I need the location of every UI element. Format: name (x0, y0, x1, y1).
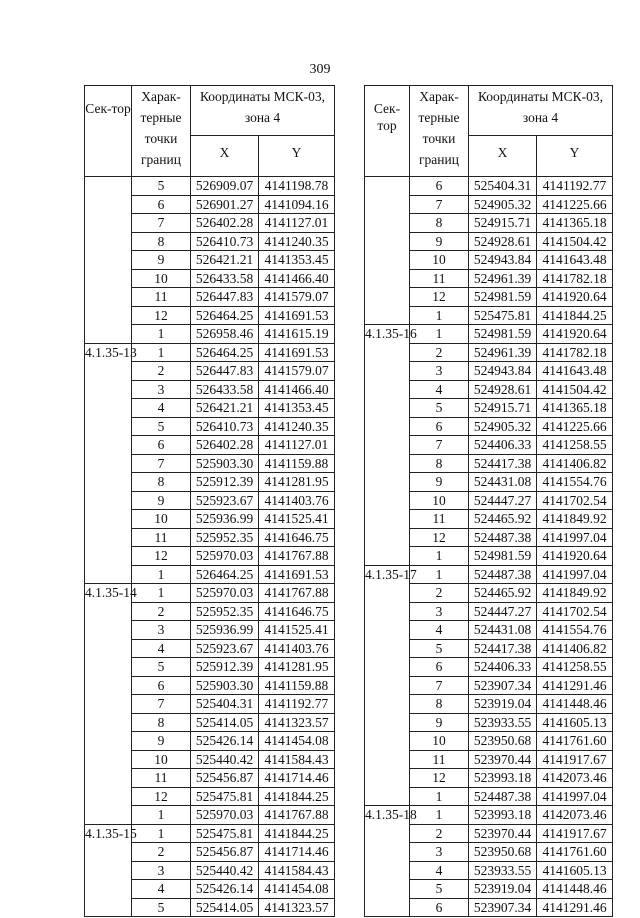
y-coordinate-cell: 4141353.45 (259, 399, 335, 418)
point-number-cell: 11 (410, 750, 469, 769)
y-coordinate-cell: 4141849.92 (537, 510, 613, 529)
y-coordinate-cell: 4141454.08 (259, 880, 335, 899)
y-coordinate-cell: 4141323.57 (259, 898, 335, 917)
y-coordinate-cell: 4141584.43 (259, 861, 335, 880)
x-coordinate-cell: 525970.03 (191, 547, 259, 566)
y-coordinate-cell: 4141240.35 (259, 232, 335, 251)
y-coordinate-cell: 4141714.46 (259, 769, 335, 788)
point-number-cell: 1 (132, 806, 191, 825)
y-coordinate-cell: 4141198.78 (259, 177, 335, 196)
point-number-cell: 10 (132, 510, 191, 529)
x-coordinate-cell: 525970.03 (191, 584, 259, 603)
x-coordinate-cell: 525426.14 (191, 732, 259, 751)
y-coordinate-cell: 4141094.16 (259, 195, 335, 214)
x-coordinate-cell: 525414.05 (191, 898, 259, 917)
point-number-cell: 6 (410, 177, 469, 196)
y-coordinate-cell: 4141605.13 (537, 861, 613, 880)
x-coordinate-cell: 525923.67 (191, 639, 259, 658)
x-coordinate-cell: 524431.08 (469, 621, 537, 640)
point-number-cell: 1 (410, 806, 469, 825)
x-coordinate-cell: 523919.04 (469, 695, 537, 714)
x-coordinate-cell: 524417.38 (469, 454, 537, 473)
point-number-cell: 12 (132, 306, 191, 325)
x-coordinate-cell: 525475.81 (469, 306, 537, 325)
x-coordinate-cell: 525903.30 (191, 676, 259, 695)
x-coordinate-cell: 523950.68 (469, 843, 537, 862)
header-coordinates: Координаты МСК-03, зона 4 (469, 86, 613, 136)
point-number-cell: 1 (410, 547, 469, 566)
sector-cell: 4.1.35-16 (365, 325, 410, 566)
table-row (85, 177, 335, 196)
point-number-cell: 1 (410, 565, 469, 584)
x-coordinate-cell: 526402.28 (191, 436, 259, 455)
point-number-cell: 8 (132, 473, 191, 492)
x-coordinate-cell: 524981.59 (469, 325, 537, 344)
point-number-cell: 7 (410, 195, 469, 214)
header-characteristic-points: Харак-терные точки границ (410, 86, 469, 177)
point-number-cell: 9 (132, 732, 191, 751)
y-coordinate-cell: 4141702.54 (537, 491, 613, 510)
point-number-cell: 3 (410, 362, 469, 381)
y-coordinate-cell: 4141646.75 (259, 602, 335, 621)
point-number-cell: 2 (132, 602, 191, 621)
y-coordinate-cell: 4141365.18 (537, 214, 613, 233)
point-number-cell: 8 (410, 214, 469, 233)
header-sector: Сек-тор (365, 86, 410, 177)
point-number-cell: 10 (410, 491, 469, 510)
point-number-cell: 1 (132, 584, 191, 603)
y-coordinate-cell: 4141997.04 (537, 565, 613, 584)
x-coordinate-cell: 525903.30 (191, 454, 259, 473)
y-coordinate-cell: 4141466.40 (259, 269, 335, 288)
point-number-cell: 1 (410, 787, 469, 806)
sector-cell (85, 177, 132, 344)
x-coordinate-cell: 524961.39 (469, 269, 537, 288)
point-number-cell: 8 (132, 232, 191, 251)
point-number-cell: 6 (410, 898, 469, 917)
y-coordinate-cell: 4141849.92 (537, 584, 613, 603)
point-number-cell: 5 (410, 880, 469, 899)
y-coordinate-cell: 4141782.18 (537, 343, 613, 362)
point-number-cell: 11 (410, 269, 469, 288)
table-body-right (365, 177, 613, 917)
header-y: Y (259, 136, 335, 177)
x-coordinate-cell: 524447.27 (469, 602, 537, 621)
y-coordinate-cell: 4141448.46 (537, 695, 613, 714)
point-number-cell: 4 (410, 380, 469, 399)
header-sector: Сек-тор (85, 86, 132, 177)
x-coordinate-cell: 524905.32 (469, 417, 537, 436)
x-coordinate-cell: 525475.81 (191, 787, 259, 806)
point-number-cell: 6 (132, 195, 191, 214)
y-coordinate-cell: 4141258.55 (537, 658, 613, 677)
y-coordinate-cell: 4141258.55 (537, 436, 613, 455)
sector-cell: 4.1.35-18 (365, 806, 410, 917)
x-coordinate-cell: 526410.73 (191, 232, 259, 251)
x-coordinate-cell: 524981.59 (469, 547, 537, 566)
y-coordinate-cell: 4141406.82 (537, 639, 613, 658)
y-coordinate-cell: 4141525.41 (259, 510, 335, 529)
table-row (365, 325, 613, 344)
x-coordinate-cell: 525456.87 (191, 843, 259, 862)
x-coordinate-cell: 524905.32 (469, 195, 537, 214)
y-coordinate-cell: 4141406.82 (537, 454, 613, 473)
point-number-cell: 1 (410, 306, 469, 325)
x-coordinate-cell: 523933.55 (469, 713, 537, 732)
x-coordinate-cell: 525404.31 (191, 695, 259, 714)
point-number-cell: 5 (410, 639, 469, 658)
y-coordinate-cell: 4141714.46 (259, 843, 335, 862)
point-number-cell: 3 (410, 602, 469, 621)
point-number-cell: 9 (132, 491, 191, 510)
point-number-cell: 11 (132, 288, 191, 307)
y-coordinate-cell: 4141844.25 (537, 306, 613, 325)
y-coordinate-cell: 4141323.57 (259, 713, 335, 732)
x-coordinate-cell: 525970.03 (191, 806, 259, 825)
y-coordinate-cell: 4141281.95 (259, 473, 335, 492)
x-coordinate-cell: 525440.42 (191, 750, 259, 769)
x-coordinate-cell: 525936.99 (191, 621, 259, 640)
x-coordinate-cell: 526464.25 (191, 306, 259, 325)
y-coordinate-cell: 4141761.60 (537, 843, 613, 862)
x-coordinate-cell: 524928.61 (469, 380, 537, 399)
point-number-cell: 12 (410, 528, 469, 547)
coordinates-table-right (364, 85, 613, 917)
page-number: 309 (309, 62, 331, 77)
x-coordinate-cell: 525923.67 (191, 491, 259, 510)
y-coordinate-cell: 4141615.19 (259, 325, 335, 344)
y-coordinate-cell: 4141454.08 (259, 732, 335, 751)
x-coordinate-cell: 524961.39 (469, 343, 537, 362)
y-coordinate-cell: 4141917.67 (537, 750, 613, 769)
table-row (85, 584, 335, 603)
x-coordinate-cell: 526402.28 (191, 214, 259, 233)
x-coordinate-cell: 526433.58 (191, 380, 259, 399)
y-coordinate-cell: 4141844.25 (259, 824, 335, 843)
sector-cell: 4.1.35-15 (85, 824, 132, 917)
point-number-cell: 7 (132, 695, 191, 714)
point-number-cell: 5 (132, 417, 191, 436)
point-number-cell: 5 (132, 658, 191, 677)
point-number-cell: 4 (410, 621, 469, 640)
point-number-cell: 4 (410, 861, 469, 880)
point-number-cell: 8 (410, 695, 469, 714)
x-coordinate-cell: 524487.38 (469, 787, 537, 806)
x-coordinate-cell: 524928.61 (469, 232, 537, 251)
point-number-cell: 9 (410, 713, 469, 732)
point-number-cell: 9 (410, 473, 469, 492)
table-row (365, 565, 613, 584)
point-number-cell: 11 (132, 769, 191, 788)
x-coordinate-cell: 526447.83 (191, 362, 259, 381)
point-number-cell: 11 (132, 528, 191, 547)
x-coordinate-cell: 523950.68 (469, 732, 537, 751)
x-coordinate-cell: 524465.92 (469, 584, 537, 603)
y-coordinate-cell: 4141767.88 (259, 547, 335, 566)
x-coordinate-cell: 525414.05 (191, 713, 259, 732)
y-coordinate-cell: 4141291.46 (537, 676, 613, 695)
point-number-cell: 10 (132, 269, 191, 288)
point-number-cell: 10 (410, 732, 469, 751)
y-coordinate-cell: 4141192.77 (259, 695, 335, 714)
point-number-cell: 6 (410, 658, 469, 677)
x-coordinate-cell: 523933.55 (469, 861, 537, 880)
header-x: X (469, 136, 537, 177)
point-number-cell: 10 (410, 251, 469, 270)
point-number-cell: 5 (132, 177, 191, 196)
x-coordinate-cell: 526958.46 (191, 325, 259, 344)
y-coordinate-cell: 4141240.35 (259, 417, 335, 436)
x-coordinate-cell: 523993.18 (469, 806, 537, 825)
x-coordinate-cell: 524431.08 (469, 473, 537, 492)
y-coordinate-cell: 4141579.07 (259, 362, 335, 381)
point-number-cell: 6 (132, 436, 191, 455)
y-coordinate-cell: 4141159.88 (259, 676, 335, 695)
sector-cell: 4.1.35-13 (85, 343, 132, 584)
x-coordinate-cell: 526464.25 (191, 565, 259, 584)
point-number-cell: 3 (132, 861, 191, 880)
y-coordinate-cell: 4141504.42 (537, 380, 613, 399)
x-coordinate-cell: 525936.99 (191, 510, 259, 529)
point-number-cell: 4 (132, 880, 191, 899)
x-coordinate-cell: 523919.04 (469, 880, 537, 899)
y-coordinate-cell: 4142073.46 (537, 769, 613, 788)
x-coordinate-cell: 524487.38 (469, 528, 537, 547)
x-coordinate-cell: 525912.39 (191, 473, 259, 492)
y-coordinate-cell: 4141554.76 (537, 621, 613, 640)
point-number-cell: 1 (132, 565, 191, 584)
point-number-cell: 5 (132, 898, 191, 917)
point-number-cell: 1 (132, 325, 191, 344)
y-coordinate-cell: 4141504.42 (537, 232, 613, 251)
x-coordinate-cell: 524406.33 (469, 436, 537, 455)
coordinates-table-left (84, 85, 335, 917)
x-coordinate-cell: 524465.92 (469, 510, 537, 529)
point-number-cell: 6 (132, 676, 191, 695)
point-number-cell: 5 (410, 399, 469, 418)
y-coordinate-cell: 4141767.88 (259, 584, 335, 603)
x-coordinate-cell: 525952.35 (191, 528, 259, 547)
x-coordinate-cell: 525440.42 (191, 861, 259, 880)
point-number-cell: 4 (132, 639, 191, 658)
y-coordinate-cell: 4141525.41 (259, 621, 335, 640)
point-number-cell: 1 (132, 824, 191, 843)
x-coordinate-cell: 525456.87 (191, 769, 259, 788)
x-coordinate-cell: 523993.18 (469, 769, 537, 788)
y-coordinate-cell: 4142073.46 (537, 806, 613, 825)
point-number-cell: 3 (410, 843, 469, 862)
y-coordinate-cell: 4141403.76 (259, 639, 335, 658)
x-coordinate-cell: 526433.58 (191, 269, 259, 288)
point-number-cell: 11 (410, 510, 469, 529)
y-coordinate-cell: 4141920.64 (537, 547, 613, 566)
x-coordinate-cell: 525475.81 (191, 824, 259, 843)
sector-cell (365, 177, 410, 325)
y-coordinate-cell: 4141159.88 (259, 454, 335, 473)
sector-cell: 4.1.35-14 (85, 584, 132, 825)
y-coordinate-cell: 4141997.04 (537, 787, 613, 806)
y-coordinate-cell: 4141997.04 (537, 528, 613, 547)
header-coordinates: Координаты МСК-03, зона 4 (191, 86, 335, 136)
y-coordinate-cell: 4141225.66 (537, 417, 613, 436)
y-coordinate-cell: 4141605.13 (537, 713, 613, 732)
point-number-cell: 2 (132, 362, 191, 381)
x-coordinate-cell: 524915.71 (469, 214, 537, 233)
point-number-cell: 7 (410, 676, 469, 695)
y-coordinate-cell: 4141782.18 (537, 269, 613, 288)
header-characteristic-points: Харак-терные точки границ (132, 86, 191, 177)
x-coordinate-cell: 526447.83 (191, 288, 259, 307)
point-number-cell: 3 (132, 621, 191, 640)
y-coordinate-cell: 4141646.75 (259, 528, 335, 547)
y-coordinate-cell: 4141767.88 (259, 806, 335, 825)
y-coordinate-cell: 4141844.25 (259, 787, 335, 806)
y-coordinate-cell: 4141192.77 (537, 177, 613, 196)
y-coordinate-cell: 4141920.64 (537, 325, 613, 344)
table-row (365, 806, 613, 825)
point-number-cell: 9 (410, 232, 469, 251)
y-coordinate-cell: 4141554.76 (537, 473, 613, 492)
y-coordinate-cell: 4141291.46 (537, 898, 613, 917)
header-y: Y (537, 136, 613, 177)
table-row (365, 177, 613, 196)
point-number-cell: 4 (132, 399, 191, 418)
header-x: X (191, 136, 259, 177)
point-number-cell: 12 (410, 288, 469, 307)
y-coordinate-cell: 4141917.67 (537, 824, 613, 843)
y-coordinate-cell: 4141691.53 (259, 565, 335, 584)
point-number-cell: 2 (410, 343, 469, 362)
x-coordinate-cell: 524447.27 (469, 491, 537, 510)
x-coordinate-cell: 524943.84 (469, 362, 537, 381)
x-coordinate-cell: 526421.21 (191, 399, 259, 418)
x-coordinate-cell: 526421.21 (191, 251, 259, 270)
point-number-cell: 12 (410, 769, 469, 788)
y-coordinate-cell: 4141643.48 (537, 251, 613, 270)
y-coordinate-cell: 4141761.60 (537, 732, 613, 751)
y-coordinate-cell: 4141353.45 (259, 251, 335, 270)
point-number-cell: 8 (132, 713, 191, 732)
point-number-cell: 1 (410, 325, 469, 344)
y-coordinate-cell: 4141403.76 (259, 491, 335, 510)
point-number-cell: 2 (410, 584, 469, 603)
y-coordinate-cell: 4141365.18 (537, 399, 613, 418)
x-coordinate-cell: 524915.71 (469, 399, 537, 418)
y-coordinate-cell: 4141225.66 (537, 195, 613, 214)
point-number-cell: 10 (132, 750, 191, 769)
y-coordinate-cell: 4141702.54 (537, 602, 613, 621)
y-coordinate-cell: 4141579.07 (259, 288, 335, 307)
point-number-cell: 7 (132, 454, 191, 473)
point-number-cell: 2 (410, 824, 469, 843)
y-coordinate-cell: 4141584.43 (259, 750, 335, 769)
point-number-cell: 12 (132, 787, 191, 806)
point-number-cell: 7 (132, 214, 191, 233)
y-coordinate-cell: 4141643.48 (537, 362, 613, 381)
y-coordinate-cell: 4141127.01 (259, 214, 335, 233)
y-coordinate-cell: 4141920.64 (537, 288, 613, 307)
point-number-cell: 7 (410, 436, 469, 455)
point-number-cell: 12 (132, 547, 191, 566)
x-coordinate-cell: 523907.34 (469, 898, 537, 917)
table-body-left (85, 177, 335, 917)
x-coordinate-cell: 525426.14 (191, 880, 259, 899)
x-coordinate-cell: 526909.07 (191, 177, 259, 196)
point-number-cell: 8 (410, 454, 469, 473)
y-coordinate-cell: 4141691.53 (259, 306, 335, 325)
x-coordinate-cell: 524417.38 (469, 639, 537, 658)
x-coordinate-cell: 526410.73 (191, 417, 259, 436)
x-coordinate-cell: 524487.38 (469, 565, 537, 584)
x-coordinate-cell: 523907.34 (469, 676, 537, 695)
point-number-cell: 3 (132, 380, 191, 399)
x-coordinate-cell: 524981.59 (469, 288, 537, 307)
table-row (85, 824, 335, 843)
point-number-cell: 6 (410, 417, 469, 436)
point-number-cell: 2 (132, 843, 191, 862)
table-row (85, 343, 335, 362)
x-coordinate-cell: 523970.44 (469, 824, 537, 843)
sector-cell: 4.1.35-17 (365, 565, 410, 806)
y-coordinate-cell: 4141466.40 (259, 380, 335, 399)
point-number-cell: 1 (132, 343, 191, 362)
x-coordinate-cell: 525404.31 (469, 177, 537, 196)
x-coordinate-cell: 526464.25 (191, 343, 259, 362)
y-coordinate-cell: 4141281.95 (259, 658, 335, 677)
y-coordinate-cell: 4141448.46 (537, 880, 613, 899)
y-coordinate-cell: 4141691.53 (259, 343, 335, 362)
x-coordinate-cell: 523970.44 (469, 750, 537, 769)
x-coordinate-cell: 524943.84 (469, 251, 537, 270)
x-coordinate-cell: 525952.35 (191, 602, 259, 621)
x-coordinate-cell: 526901.27 (191, 195, 259, 214)
point-number-cell: 9 (132, 251, 191, 270)
y-coordinate-cell: 4141127.01 (259, 436, 335, 455)
x-coordinate-cell: 524406.33 (469, 658, 537, 677)
x-coordinate-cell: 525912.39 (191, 658, 259, 677)
